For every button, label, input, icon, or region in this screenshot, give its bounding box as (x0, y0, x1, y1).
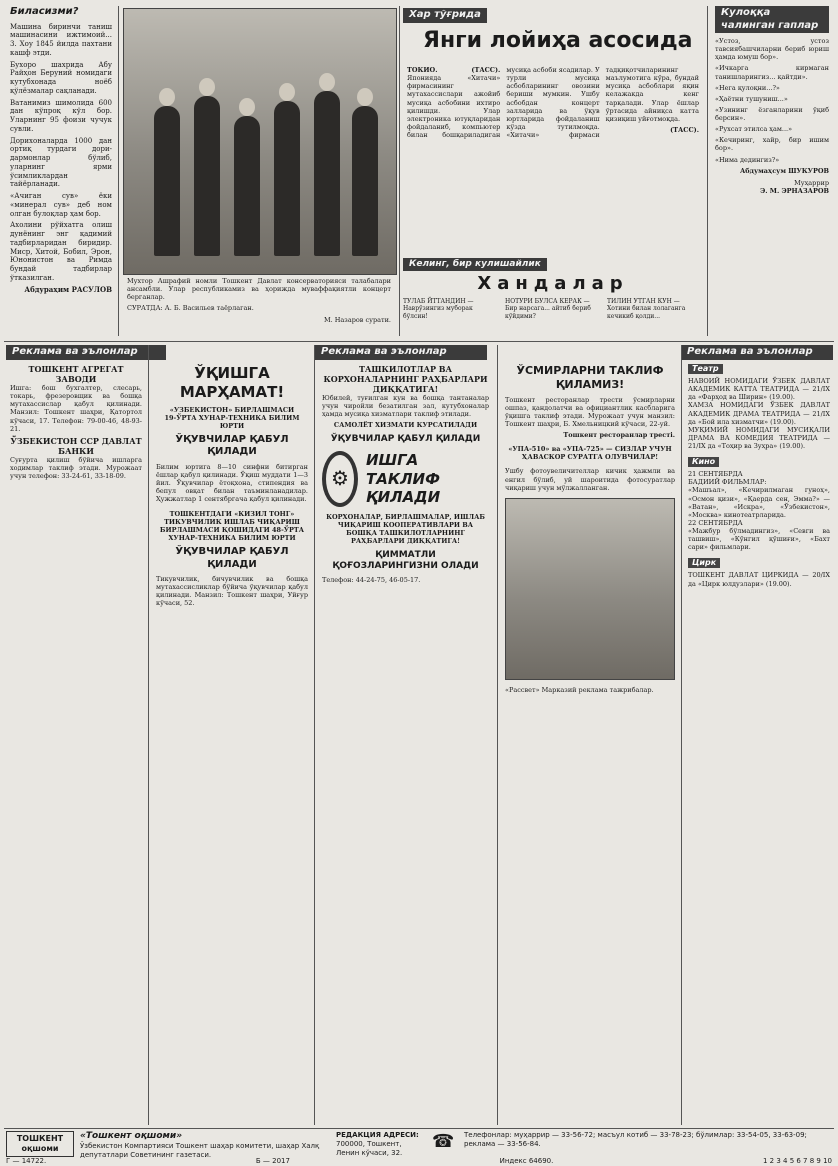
fact-item: Дорихоналарда 1000 дан ортиқ турдаги дори-дармонлар бўлиб, уларнинг ярми ўсимликлардан тайёрланади. (10, 136, 112, 189)
photo-caption: Мухтор Ашрафий номли Тошкент Давлат консерваторияси талабалари ансамбли. Улар республикамиз ва ҳорижда муваффақиятли концерт берганлар. (127, 277, 391, 302)
ads-bar-2: Реклама ва эълонлар (315, 345, 487, 360)
footer-masthead: ТОШКЕНТ оқшоми (6, 1131, 74, 1157)
org-section2: КОРХОНАЛАР, БИРЛАШМАЛАР, ИШЛАБ ЧИҚАРИШ КООПЕРАТИВЛАРИ ВА БОШҚА ТАШКИЛОТЛАРНИНГ РАҲБАРЛАРИ ДИҚҚАТИГА! (326, 513, 485, 546)
org-text2: Телефон: 44-24-75, 46-05-17. (322, 576, 421, 584)
study-line2: 19-ЎРТА ХУНАР-ТЕХНИКА БИЛИМ ЮРТИ (164, 413, 300, 430)
study-headline: ЎҚИШГА МАРҲАМАТ! (179, 364, 285, 401)
humor-item: ТУЛАБ ЙТТАНДИН — Наврўзингиз муборак бўлсин! (403, 297, 474, 320)
ads-column-1 (6, 364, 146, 1124)
ad-subtext: Суғурта қилиш бўйича ишларга ходимлар таклиф этади. Мурожаат учун телефон: 33-24-61, 33-18-09. (10, 455, 142, 480)
humor-title: Хандалар (477, 273, 629, 295)
study-line1: «УЗБЕКИСТОН» БИРЛАШМАСИ (169, 405, 295, 414)
footer-index: Индекс 64690. (499, 1157, 554, 1165)
overheard-line: «Кечиринг, хайр, бир ишим бор». (715, 136, 829, 153)
ad-subtitle: ЎЗБЕКИСТОН ССР ДАВЛАТ БАНКИ (10, 435, 142, 456)
overheard-line: «Нима дедингиз?» (715, 155, 780, 164)
ads-column-3 (318, 364, 493, 1124)
gear-logo-icon: ⚙ (322, 451, 358, 507)
org-section: ЎҚУВЧИЛАР ҚАБУЛ ҚИЛАДИ (330, 433, 481, 444)
circus-tag: Цирк (688, 558, 720, 568)
humor-kicker: Келинг, бир кулишайлик (403, 258, 547, 271)
humor-item: ТИЛИН УТГАН КУН — Хотини билан лолаганга кечикиб қолди... (607, 297, 686, 320)
overheard-heading: Кулоққа чалинган гаплар (715, 6, 829, 33)
article-text: Японияда «Хитачи» фирмасининг мутахассислари ажойиб мусиқа асбобини ихтиро қилишди. Улар электроника ютуқларидан фойдаланиб, компьютер билан бошқариладиган мусиқа асбоби ясадилар. У турли мусиқа асбобларининг овозини бериши мумкин. Ушбу асбобдан концерт залларида ва ўқув юртларида фойдаланиш кўзда тутилмоқда. «Хитачи» фирмаси тадқиқотчиларининг маълумотига кўра, бундай мусиқа асбоблари яқин келажакда кенг тарқалади. Улар ёшлар ўртасида айниқса катта қизиқиш уйғотмоқда. (407, 66, 699, 139)
study-section: ЎҚУВЧИЛАР ҚАБУЛ ҚИЛАДИ (175, 433, 289, 458)
article-title: Янги лойиҳа асосида (423, 27, 693, 53)
photo-author: М. Назаров сурати. (323, 315, 391, 324)
ensemble-photo (123, 8, 397, 275)
main-article-body (403, 66, 703, 256)
org-title: ТАШКИЛОТЛАР ВА КОРХОНАЛАРНИНГ РАҲБАРЛАРИ ДИҚҚАТИГА! (323, 364, 488, 394)
enlarger-photo (505, 498, 675, 680)
humor-section (403, 258, 703, 338)
footer-phones: Телефонлар: муҳаррир — 33-56-72; масъул котиб — 33-78-23; бўлимлар: 33-54-05, 33-63-09; реклама — 33-56-84. (464, 1131, 807, 1148)
overheard-column (711, 6, 833, 336)
overheard-line: «Ҳаётни тушуниш...» (715, 94, 788, 103)
listings-column (684, 364, 834, 1124)
cinema-listing: 21 СЕНТЯБРДА БАДИИЙ ФИЛЬМЛАР: «Машъал», «Кечирилмаган гуноҳ», «Осмон қизи», «Қаерда сен, Эмма?» — «Ватан», «Искра», «Ўзбекистон», «Москва» кинотеатрларида. 22 СЕНТЯБРДА «Мажбур бўлмадингиз», «Севги ва ташвиш», «Кўнгил қўшиғи», «Бахт сари» фильмлари. (688, 470, 830, 552)
fact-item: Ватанимиз шимолида 600 дан кўпроқ кўл бор. Уларнинг 95 фоизи чучук сувли. (10, 98, 112, 133)
study-text: Билим юртига 8—10 синфни битирган ёшлар қабул қилинади. Ўқиш муддати 1—3 йил. Ўқувчилар ётоқхона, стипендия ва бепул овқат билан таъминланадилар. Ҳужжатлар 1 сентябргача қабул қилинади. (156, 462, 308, 504)
teen-sign: Тошкент ресторанлар тресті. (563, 431, 675, 439)
study-section3: ЎҚУВЧИЛАР ҚАБУЛ ҚИЛАДИ (175, 546, 289, 570)
ad-text: Ишга: бош бухгалтер, слесарь, токарь, фрезеровщик ва бошқа мутахассислар қабул қилинади. Манзил: Тошкент шаҳри, Қатортол кўчаси, 17. Телефон: 79-00-46, 48-93-21. (10, 384, 142, 433)
did-you-know-column (6, 6, 116, 336)
overheard-line: «Ичкарга кирмаган танишларингиз... қайтди». (715, 64, 829, 81)
ads-bar-3: Реклама ва эълонлар (681, 345, 833, 360)
footer-digits: 1 2 3 4 5 6 7 8 9 10 (762, 1157, 832, 1165)
main-article-header (403, 8, 703, 68)
humor-item: НОТУРИ БУЛСА КЕРАК — Бир нарсага... айтиб бериб кўйдими? (505, 297, 591, 320)
org-text: Юбилей, туғилган кун ва бошқа тантаналар учун чиройли безатилган зал, кутубхоналар ҳамда мусиқа хизматлари таклиф этилади. (322, 394, 489, 419)
fact-item: Бухоро шахрида Абу Райҳон Беруний номидаги кутубхонада ноёб қўлёзмалар сақланади. (10, 60, 112, 95)
upa-text: Ушбу фотоувеличителлар кичик ҳажмли ва енгил бўлиб, уй шароитида фотосуратлар чиқариш учун мўлжалланган. (505, 467, 675, 492)
phone-icon: ☎ (432, 1131, 455, 1152)
footer-bottom-line (6, 1157, 832, 1166)
footer-publisher: Ўзбекистон Компартияси Тошкент шаҳар комитети, шаҳар Халқ депутатлари Советининг газетаси. (80, 1142, 320, 1159)
teen-text: Тошкент ресторанлар трести ўсмирларни ошпаз, қандолатчи ва официантлик касбларига ўқишга таклиф этади. Мурожаат учун манзил: Тошкент шаҳри, Б. Хмельницкий кўчаси, 22-уй. (505, 395, 675, 428)
fact-item: Машина биринчи таниш машинасини ижтимоий... 3. Хоу 1845 йилда пахтани кашф этди. (10, 22, 112, 57)
fact-item: Ахолини рўйхатга олиш дунёнинг энг қадимий тадбирларидан биридир. Миср, Хитой, Бобил, Эрон, Юнонистон ва Римда бундай тадбирлар ўтказилган. (10, 221, 112, 282)
org-section3: ҚИММАТЛИ ҚОҒОЗЛАРИНГИЗНИ ОЛАДИ (332, 549, 479, 571)
ads-bar-1: Реклама ва эълонлар (6, 345, 166, 360)
fact-author: Абдураҳим РАСУЛОВ (24, 284, 112, 294)
teen-headline: ЎСМИРЛАРНИ ТАКЛИФ ҚИЛАМИЗ! (516, 364, 664, 391)
article-source: (ТАСС). (670, 125, 699, 134)
upa-caption: «Рассвет» Марказий реклама тажрибалар. (505, 685, 654, 694)
did-you-know-heading: Биласизми? (10, 6, 79, 17)
study-text2: Тикувчилик, бичувчилик ва бошқа мутахассисликлар бўйича ўқувчилар қабул қилинади. Манзил: Тошкент шаҳри, Уйғур кўчаси, 52. (156, 575, 308, 608)
article-dateline: ТОКИО. (ТАСС). (407, 66, 501, 74)
ads-column-2 (152, 364, 312, 1124)
study-section2: ТОШКЕНТДАГИ «КИЗИЛ ТОНГ» ТИКУВЧИЛИК ИШЛАБ ЧИҚАРИШ БИРЛАШМАСИ ҚОШИДАГИ 48-ЎРТА ХУНАР-ТЕХНИКА БИЛИМ ЮРТИ (159, 509, 305, 542)
cinema-tag: Кино (688, 457, 719, 467)
theatre-listing: НАВОИЙ НОМИДАГИ ЎЗБЕК ДАВЛАТ АКАДЕМИК КАТТА ТЕАТРИДА — 21/IX да «Фарҳод ва Ширин» (19.00). ХАМЗА НОМИДАГИ ЎЗБЕК ДАВЛАТ АКАДЕМИК ДРАМА ТЕАТРИДА — 21/IX да «Бой ила хизматчи» (19.00). МУҚИМИЙ НОМИДАГИ МУСИҚАЛИ ДРАМА ВА КОМЕДИЯ ТЕАТРИДА — 21/IX да «Тоҳир ва Зуҳра» (19.00). (688, 377, 830, 450)
circus-listing: ТОШКЕНТ ДАВЛАТ ЦИРКИДА — 20/IX да «Цирк юлдузлари» (19.00). (688, 571, 830, 588)
photo-credit: СУРАТДА: А. Б. Васильев таёрлаган. (127, 304, 254, 313)
ad-title: ТОШКЕНТ АГРЕГАТ ЗАВОДИ (28, 364, 124, 384)
footer-address: 700000, Тошкент, Ленин кўчаси, 32. (336, 1139, 403, 1157)
article-kicker: Хар тўғрида (403, 8, 487, 23)
service-title: САМОЛЁТ ХИЗМАТИ КУРСАТИЛАДИ (333, 421, 478, 430)
theatre-tag: Театр (688, 364, 723, 374)
upa-title: «УПА-510» ва «УПА-725» — СИЗЛАР УЧУН ҲАВАСКОР СУРАТГА ОЛУВЧИЛАР! (508, 445, 672, 462)
footer-address-label: РЕДАКЦИЯ АДРЕСИ: (336, 1131, 419, 1139)
overheard-line: «Нега қулоқни...?» (715, 83, 780, 92)
overheard-author: Абдумаҳсум ШУКУРОВ (740, 166, 829, 175)
footer-issue: Г — 14722. (6, 1157, 47, 1165)
invite-logo-text: ИШГА ТАКЛИФ ҚИЛАДИ (366, 450, 441, 507)
overheard-line: «Устоз, устоз тавсиябашчиларни бериб юриш ҳамда юмуш бор». (715, 37, 829, 62)
editor-label: Муҳаррир (794, 178, 829, 187)
fact-item: «Ачиган сув» ёки «минерал сув» деб ном олган булоқлар ҳам бор. (10, 192, 112, 218)
footer-order: Б — 2017 (255, 1157, 290, 1165)
footer-paper-name: «Тошкент оқшоми» (80, 1131, 183, 1141)
overheard-line: «Рухсат этилса ҳам...» (715, 125, 793, 134)
ads-column-4 (501, 364, 679, 1124)
overheard-line: «Узининг ёзганларини ўқиб берсин». (715, 105, 829, 122)
editor-name: Э. М. ЭРНАЗАРОВ (760, 186, 829, 195)
photo-caption-block (123, 277, 395, 335)
